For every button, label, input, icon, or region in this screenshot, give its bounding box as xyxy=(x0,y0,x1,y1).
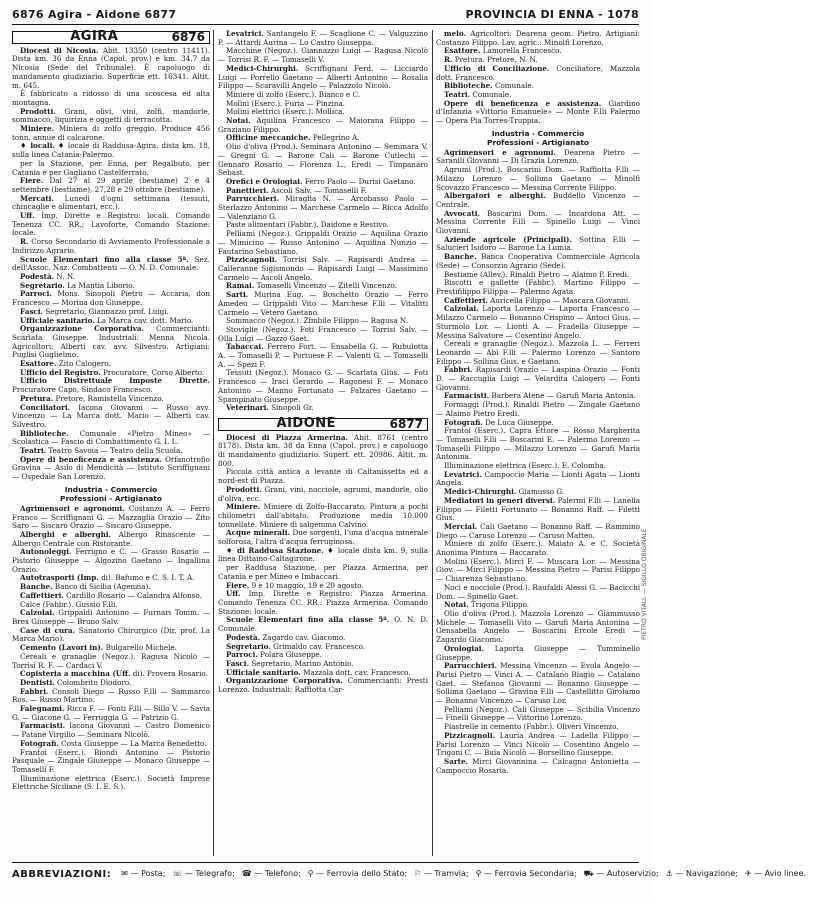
city-heading-aidone xyxy=(218,415,428,431)
trade-entry: Pizzicagnoli. Torrisi Salv. — Rapisardi Andrea — Calleranne Sigismondo — Rapisardi Luigi — Massimino Carmelo — Ascoli Angelo. xyxy=(218,255,428,282)
running-header xyxy=(12,6,639,22)
city-info-paragraph: Organizzazione Corporativa. Commercianti: Presti Lorenzo. Industriali: Raffiotta Car- xyxy=(218,676,428,695)
city-info-paragraph: Segretario. La Mantia Liborio. xyxy=(20,280,135,290)
city-info-paragraph: Pretura. Pretore, Ramistella Vincenzo. xyxy=(20,393,164,403)
city-info-paragraph: È fabbricato a ridosso di una scoscesa ed alta montagna. xyxy=(12,89,210,107)
trade-entry: Panettieri. Ascoli Salv. — Tomaselli F. xyxy=(226,185,367,195)
city-info-paragraph: Miniere. Miniera di zolfo greggio. Produce 456 tonn. annue di calcarone. xyxy=(12,124,210,142)
trade-entry: Sommacco (Negoz.). Zimbile Filippo — Ragusa N. xyxy=(226,316,409,326)
trade-entry: Mediatori in generi diversi. Palermi F.lli — Lanella Filippo — Filetti Fortunato — Bonanno Raff. — Filetti Gius. xyxy=(436,495,640,523)
city-info-paragraph: Fiere. Dal 27 al 29 aprile (bestiame) 2 e 4 settembre (bestiame), 27,28 e 29 ottobre (bestiame). xyxy=(12,176,210,194)
trade-entry: Calzolai. Laporta Lorenzo — Laporta Francesco — Milazzo Carmelo — Bonanno Crispino — Antoci Gius. — Sturmolo Lor. — Lionti A. — Fradella Giuseppe — Messina Salvatore — Cosentino Angelo. xyxy=(436,304,640,340)
abbreviation-item: ✉ — Posta; xyxy=(121,869,166,878)
trade-entry: Noci e nocciole (Prod.). Raufaldi Alessi G. — Bacicchi Dom. — Spinello Gaet. xyxy=(436,582,640,601)
abbreviation-item: ☎ — Telefono; xyxy=(241,869,301,878)
margin-stamp: PIETRO VITALI. — SIGILLO ORIGINALE xyxy=(641,528,648,640)
trade-entry: Agrimensori e agronomi. Dearena Pietro — Saranili Giovanni — Di Grazia Lorenzo. xyxy=(436,147,640,166)
city-info-paragraph: Conciliatori. Iacona Giovanni — Russo avv. Vincenzo — La Marca dott. Mario — Alberti cav. Silvestro. xyxy=(12,402,210,429)
city-info-paragraph: Podestà. N. N. xyxy=(20,271,75,281)
city-info-aidone xyxy=(218,434,428,695)
trade-entry: Case di cura. Sanatorio Chirurgico (Dir. prof. La Marca Mario). xyxy=(12,625,210,644)
city-info-paragraph: Opere di beneficenza e assistenza. Giardino d'Infanzia «Vittorio Emanuele» — Monte F.lli Palermo — Opera Pia Torres-Truppia. xyxy=(436,98,641,126)
trade-entry: Biscotti e gallette (Fabbr.). Martino Filippo — Prestifilippo Filippa — Palermo Agata. xyxy=(436,278,640,296)
city-info-paragraph: melo. Agricoltori: Dearena geom. Pietro. Artigiani: Costanzo Filippo. Lav. agric.: Minolfi Lorenzo. xyxy=(436,29,640,47)
city-info-paragraph: Segretario. Grimaldo cav. Francesco. xyxy=(226,641,366,651)
city-info-paragraph: Ufficiale sanitario. Mazzola dott. cav. Francesco. xyxy=(226,667,411,677)
trade-entry: Tabaccai. Ferrero Fort. — Ensabella G. — Rubulotta A. — Tomaselli P. — Portuese F. — Valenti G. — Tomaselli A. — Spezi F. xyxy=(218,342,428,369)
trade-entry: Aziende agricole (Principali). Sottina F.lli — Salucieri Isidoro — Barone La Lumia. xyxy=(436,234,640,253)
trade-entry: Macchine (Negoz.). Giannazzo Luigi — Ragusa Nicolò — Torrisi R. F. — Tomaselli V. xyxy=(218,46,428,65)
trade-entry: Autonoleggi. Ferrigno e C. — Grasso Rosario — Pistorio Giuseppe — Algozino Gaetano — Ingallina Orazio. xyxy=(12,547,210,574)
trade-entry: Miniere di zolfo (Eserc.). Bianco e C. xyxy=(226,89,360,99)
trade-entry: Orologiai. Laporta Giuseppe — Tumminello Giuseppe. xyxy=(436,643,640,662)
city-info-paragraph: Prodotti. Grani, olivi, vini, zolfi, mandorle, sommacco, liquirizia e oggetti di terracotta. xyxy=(12,106,210,125)
header-rule xyxy=(12,24,639,25)
city-info-paragraph: Parroci. Mons. Sinopoli Pietro — Accaria, don Francesco — Morina don Giuseppe. xyxy=(12,289,210,308)
abbreviations-footer xyxy=(12,862,806,885)
trade-entry: Bestiame (Allev.). Rinaldi Pietro — Alaimo P. Eredi. xyxy=(444,269,630,279)
footer-items xyxy=(121,869,813,879)
trade-entry: Veterinari. Sinopoli Gr. xyxy=(226,403,314,413)
trade-entry: Cereali e granaglie (Negoz.). Mazzola L. — Ferreri Leonardo — Abì F.lli — Palermo Lorenzo — Santoro Filippo — Sollina Gius. e Gaetano. xyxy=(436,339,640,366)
trade-entry: Avvocati. Boscarini Dom. — Incardona Att. — Messina Corrente F.lli — Spinello Luigi — Vinci Giovanni. xyxy=(436,208,640,236)
trade-entry: Calce (Fabbr.). Gussio F.lli. xyxy=(20,599,118,609)
city-info-paragraph: Fasci. Segretario, Marino Antonio. xyxy=(226,658,354,668)
trade-entry: Molini elettrici (Eserc.). Mollica. xyxy=(226,107,345,117)
trade-entry: Mercial. Cali Gaetano — Bonanno Raff. — Rammino Diego — Caruso Lorenzo — Caruso Matteo. xyxy=(436,521,640,540)
trade-entry: Fabbri. Rapisardi Orazio — Laspina Orazio — Fonti D. — Raccuglia Luigi — Velardita Calogero — Fonti Giovanni. xyxy=(436,365,640,392)
trade-entry: Albergatori e alberghi. Buddello Vincenzo — Centrale. xyxy=(436,191,640,209)
trade-entry: Medici-Chirurghi. Giamusso G. xyxy=(444,487,565,497)
trade-entry: Parrucchieri. Miraglia N. — Arcobasso Paolo — Sterlazzo Antonino — Marchese Carmelo — Ricca Adolfo — Valenziano G. xyxy=(218,194,428,221)
trade-entry: Caffettieri. Auricella Filippo — Mascara Giovanni. xyxy=(444,295,631,305)
trade-entry: Cemento (Lavori in). Bulgarello Michele. xyxy=(20,643,177,653)
trade-entry: Tessuti (Negoz.). Monaco G. — Scarlata Gius. — Foti Francesco — Iraci Gerardo — Ragonesi F. — Monaco Antonino — Manno Fortunato — Falzares Gaetano — Spampinato Giuseppe. xyxy=(218,368,428,404)
city-info-paragraph: Ufficio di Conciliazione. Conciliatore, Mazzola dott. Francesco. xyxy=(436,63,640,82)
city-number: 6876 xyxy=(171,30,205,44)
abbreviation-item: ⛟ — Autoservizio; xyxy=(583,869,659,878)
city-info-paragraph: Teatri. Comunale. xyxy=(444,89,512,99)
city-info-paragraph: R. Corso Secondario di Avviamento Professionale a Indirizzo Agrario. xyxy=(12,237,210,255)
city-info-paragraph: per Raddusa Stazione, per Piazza Armerina, per Catania e per Mineo e Imbaccari. xyxy=(218,563,428,581)
city-info-paragraph: Piccola città antica a levante di Caltanissetta ed a nord-est di Piazza. xyxy=(218,467,428,486)
column-1 xyxy=(12,30,210,856)
city-info-paragraph: Diocesi di Piazza Armerina. Abit. 8761 (centro 8178). Dista km. 38 da Enna (Capol. prov.) e capoluogo di mandamento giudiziario. Superf. ett. 20986. Altit. m. 800. xyxy=(218,432,428,468)
city-name: AGIRA xyxy=(70,29,119,44)
trade-entry: Fabbri. Consoli Diego — Russo F.lli — Sammarco Ros. — Russo Martino. xyxy=(12,686,210,705)
city-info-paragraph: Teatri. Teatro Savoia — Teatro della Scuola. xyxy=(20,446,183,456)
trade-entry: Fotografi. De Luca Giuseppe. xyxy=(444,417,554,427)
trade-entry: Paste alimentari (Fabbr.). Daidone e Restivo. xyxy=(226,220,389,230)
trade-entry: Officine meccaniche. Pellegrino A. xyxy=(226,133,360,143)
trade-entry: Banche. Banca Cooperativa Commerciale Agricola (Sede) — Consorzio Agrario (Sede). xyxy=(436,252,640,270)
trade-list-agira-cont xyxy=(218,30,428,413)
trade-entry: Farmacisti. Iacona Giovanni — Castro Domenico — Patanè Virgilio — Seminara Nicolò. xyxy=(12,721,210,740)
city-info-paragraph: Mercati. Lunedì d'ogni settimana (tessuti, chincaglie e alimentari, ecc.). xyxy=(12,193,210,212)
city-info-paragraph: ♦ di Raddusa Stazione. ♦ locale dista km. 9, sulla linea Dittaino-Caltagirone. xyxy=(218,545,428,564)
city-info-paragraph: Ufficio Distrettuale Imposte Dirette. Procuratore Capo, Sindaco Francesco. xyxy=(12,376,210,395)
city-info-aidone-cont xyxy=(436,30,640,126)
city-info-paragraph: Organizzazione Corporativa. Commercianti: Scarlata Giuseppe. Industriali: Menna Nicola. Agricoltori: Alberti cav. avv. Silvestro. Artigiani: Puglisi Guglielmo. xyxy=(12,324,210,360)
city-info-paragraph: Ufficio del Registro. Procuratore, Corso Alberto. xyxy=(20,367,205,377)
abbreviation-item: ✈ — Avio linee. xyxy=(744,869,806,878)
trade-entry: Agrimensori e agronomi. Costanzo A. — Ferro Franco — Scriffignani G. — Mazzaglia Orazio — Zito Saro — Siscaro Orazio — Siscaro Giuseppe. xyxy=(12,503,210,531)
city-info-paragraph: Parroci. Polara Giuseppe. xyxy=(226,650,322,660)
trade-list-agira xyxy=(12,505,210,792)
abbreviation-item: ⚲ — Ferrovia dello Stato; xyxy=(307,869,408,878)
trade-entry: Agrumi (Prod.). Boscarini Dom. — Raffiotta F.lli — Milazzo Lorenzo — Sollima Gaetano — Minolfi Scovazzo Francesco — Messina Corrente Filippo. xyxy=(436,165,640,192)
abbreviation-item: ⚲ — Ferrovia Secondaria; xyxy=(475,869,577,878)
trade-entry: Sarte. Mirci Giovannina — Calcagno Antonietta — Campoccio Rosaria. xyxy=(436,756,640,775)
city-info-paragraph: R. Pretura. Pretore, N. N. xyxy=(444,55,538,65)
trade-entry: Autotrasporti (Imp. di). Bafumo e C. S. I. T. A. xyxy=(20,573,195,583)
trade-entry: Fotografi. Costa Giuseppe — La Marca Benedetto. xyxy=(20,738,207,748)
city-info-paragraph: Ufficiale sanitario. La Marca cav. dott. Mario. xyxy=(20,315,194,325)
trade-entry: Caffettieri. Cardillo Rosario — Calandra Alfonso. xyxy=(20,590,202,600)
city-info-paragraph: Fasci. Segretario, Giannazzo prof. Luigi. xyxy=(20,306,169,316)
trade-entry: Frantoi (Eserc.). Biondi Antonino — Pistorio Pasquale — Zingale Giuseppe — Monaco Giuseppe — Tomaselli F. xyxy=(12,747,210,774)
column-divider xyxy=(213,30,214,856)
city-info-paragraph: Podestà. Zagardo cav. Giacomo. xyxy=(226,632,346,642)
city-info-agira xyxy=(12,47,210,482)
trade-entry: Formaggi (Prod.). Rinaldi Pietro — Zingale Gaetano — Alaimo Pietro Eredi. xyxy=(436,400,640,418)
trade-entry: Levatrici. Campoccio Maria — Lionti Agata — Lionti Angela. xyxy=(436,469,640,488)
trade-entry: Dentisti. Colombrito Diodoro. xyxy=(20,677,132,687)
trade-entry: Parrucchieri. Messina Vincenzo — Evola Angelo — Parisi Pietro — Vinci A. — Catalano Biagio — Catalano Gaet. — Stefanoa Giovanni — Bonanno Giuseppe — Sollima Gaetano — Gravina F.lli — Castellitto Girolamo — Bonanno Vincenzo — Caruso Lor. xyxy=(436,661,640,706)
trade-entry: Orefici e Orologiai. Ferro Paolo — Durisi Gaetano. xyxy=(226,176,416,186)
column-divider xyxy=(432,30,433,856)
section-heading: Industria - Commercio Professioni - Artigianato xyxy=(487,128,589,147)
trade-entry: Miniere di zolfo (Eserc.). Maiato A. e C. Società Anonima Pintura — Baccarato. xyxy=(436,539,640,558)
trade-entry: Illuminazione elettrica (Eserc.). E. Colomba. xyxy=(444,461,606,471)
trade-entry: Molini (Eserc.). Mirci F. — Muscara Lor. — Messina Giov. — Mirci Filippo — Messina Pietro — Parisi Filippo — Chiarenza Sebastiano. xyxy=(436,556,640,584)
city-info-paragraph: Biblioteche. Comunale «Pietro Mineo» — Scolastica — Fascio di Combattimento G. I. L. xyxy=(12,428,210,447)
trade-entry: Calzolai. Grippaldi Antonino — Furnari Tomm. — Brex Giuseppe — Bruno Salv. xyxy=(12,608,210,626)
city-info-paragraph: Scuole Elementari fino alla classe 5ª. O. N. D. Comunale. xyxy=(218,615,428,634)
trade-entry: Alberghi e alberghi. Albergo Rinascente — Albergo Centrale con Ristorante. xyxy=(12,529,210,548)
trade-entry: Medici-Chirurghi. Scriffignani Ferd. — Licciardo Luigi — Porrello Gaetano — Alberti Antonino — Rosalia Filippo — Scaravilli Angelo — Palazzolo Nicolò. xyxy=(218,63,428,91)
trade-entry: Olio d'oliva (Prod.). Mazzola Lorenzo — Giammusso Michele — Tomaselli Vito — Garufi Maria Antonina — Gensabella Angelo — Boscarini Ercole Eredi — Zagardo Giacomo. xyxy=(436,609,640,645)
city-info-paragraph: Uff. Imp. Dirette e Registro: Piazza Armerina. Comando Tenenza CC. RR.: Piazza Armerina. Comando Stazione: locale. xyxy=(218,589,428,616)
city-info-paragraph: Scuole Elementari fino alla classe 5ª. Sez. dell'Assoc. Naz. Combattenti — O. N. D. Comunale. xyxy=(12,254,210,273)
trade-entry: Piastrelle in cemento (Fabbr.). Oliveri Vincenzo. xyxy=(444,722,619,732)
trade-entry: Olio d'oliva (Prod.). Seminara Antonino — Seminara V. — Gregni G. — Barone Cali — Barone Cutlechi — Gennaro Rosario — Florenza L., Eredi — Timpanaro Sebast. xyxy=(218,142,428,178)
abbreviation-item: ⚓ — Navigazione; xyxy=(665,869,738,878)
trade-entry: Sarti. Murina Eug. — Boschetto Orazio — Ferro Amedeo — Grippaldi Vito — Marchese F.lli — Vitalitti Carmelo — Vetero Gaetano. xyxy=(218,290,428,317)
header-right: PROVINCIA DI ENNA - 1078 xyxy=(465,7,639,21)
city-info-paragraph: Acque minerali. Due sorgenti, l'una d'acqua minerale solforosa, l'altra d'acqua ferruginosa. xyxy=(218,528,428,547)
city-info-paragraph: Prodotti. Grani, vini, nocciole, agrumi, mandorle, olio d'oliva, ecc. xyxy=(218,484,428,503)
footer-title: ABBREVIAZIONI: xyxy=(12,868,112,880)
trade-entry: Falegnami. Ricca F. — Fonti F.lli — Sillo V. — Savia G. — Giacone G. — Ferruggia G. — Patrizio G. xyxy=(12,704,210,722)
header-left: 6876 Agira - Aidone 6877 xyxy=(12,7,177,21)
trade-entry: Pizzicagnoli. Lauria Andrea — Ladella Filippo — Parisi Lorenzo — Vinci Nicolò — Cosentino Angelo — Trigoni C. — Buia Nicolò — Borsellino Giuseppe. xyxy=(436,730,640,758)
trade-entry: Illuminazione elettrica (Eserc.). Società Imprese Elettriche Siciliane (S. I. E. S.). xyxy=(12,773,210,792)
trade-entry: Farmacisti. Barbera Atene — Garufi Maria Antonia. xyxy=(444,391,636,401)
trade-list-aidone xyxy=(436,149,640,776)
trade-entry: Pelliami (Negoz.). Cali Giuseppe — Scibilia Vincenzo — Finelli Giuseppe — Vittorino Lorenzo. xyxy=(436,704,640,723)
trade-entry: Molini (Eserc.). Furia — Pinzina. xyxy=(226,98,346,108)
trade-entry: Levatrici. Santangelo F. — Scaglione C. — Valguzzino P. — Attardi Aurina — Lo Castro Giuseppa. xyxy=(218,29,428,47)
abbreviation-item: ☏ — Telegrafo; xyxy=(172,869,235,878)
trade-entry: Copisteria a macchina (Uff. di). Provera Rosario. xyxy=(20,669,208,679)
city-info-paragraph: Biblioteche. Comunale. xyxy=(444,81,534,91)
trade-entry: Stoviglie (Negoz.). Foti Francesco — Torrisi Salv. — Olla Luigi — Gazzo Gaet. xyxy=(218,324,428,343)
trade-entry: Banche. Banco di Sicilia (Agenzia). xyxy=(20,582,151,592)
section-heading: Industria - Commercio Professioni - Artigianato xyxy=(60,484,162,503)
city-info-paragraph: Diocesi di Nicosia. Abit. 13350 (centro 11411). Dista km. 36 da Enna (Capol. prov.) e km. 34,7 da Nicosia (Sede del Tribunale). È capoluogo di mandamento giudiziario. Superficie ett. 16341. Altit. m. 645. xyxy=(12,45,210,90)
column-3 xyxy=(436,30,640,856)
city-info-paragraph: Esattore. Zito Calogero. xyxy=(20,359,111,369)
city-info-paragraph: ♦ locali. ♦ locale di Raddusa-Agira, dista km. 18, sulla linea Catania-Palermo. xyxy=(12,141,210,160)
trade-entry: Pelliami (Negoz.). Grippaldi Orazio — Aquilina Orazio — Mimicino — Russo Antonino — Aquilina Nunzio — Fautarino Sebastiano. xyxy=(218,229,428,256)
city-info-paragraph: Esattore. Lamorella Francesco. xyxy=(444,46,562,56)
city-name: AIDONE xyxy=(276,415,337,431)
city-info-paragraph: Uff. Imp. Dirette e Registro: locali. Comando Tenenza CC. RR.; Lavoforte, Comando Stazione: locale. xyxy=(12,211,210,238)
city-heading-agira xyxy=(12,31,210,44)
column-2 xyxy=(218,30,428,856)
city-info-paragraph: Fiere. 9 e 10 maggio, 19 e 20 agosto. xyxy=(226,580,364,590)
city-number: 6877 xyxy=(389,416,423,431)
trade-entry: Cereali e granaglie (Negoz.). Ragusa Nicolò — Torrisi R. F. — Cardaci V. xyxy=(12,651,210,670)
trade-entry: Frantoi (Eserc.). Capra Ettore — Rosso Margherita — Tomaselli F.lli — Boscarini E. — Palermo Lorenzo — Tomaselli Filippo — Milazzo Lorenzo — Garufi Maria Antonina. xyxy=(436,426,640,462)
city-info-paragraph: Opere di beneficenza e assistenza. Orfanotrofio Gravina — Asilo di Mendicità — Istituto Scriffignani — Ospedale San Lorenzo. xyxy=(12,454,210,482)
abbreviation-item: ⚐ — Tramvia; xyxy=(414,869,469,878)
trade-entry: Notai. Aquilina Francesco — Maiorana Filippo — Graziano Filippo. xyxy=(218,116,428,134)
trade-entry: Notai. Trigona Filippo. xyxy=(444,600,530,610)
trade-entry: Ramai. Tomaselli Vincenzo — Zitelli Vincenzo. xyxy=(226,281,397,291)
city-info-paragraph: Miniere. Miniere di Zolfo-Baccarato. Pintura a pochi chilometri dall'abitato. Produzione media 10.000 tonnellate. Miniere di salgemma Calvino. xyxy=(218,502,428,529)
city-info-paragraph: per la Stazione, per Enna, per Regalbuto, per Catania e per Gagliano Castelferrato. xyxy=(12,158,210,177)
